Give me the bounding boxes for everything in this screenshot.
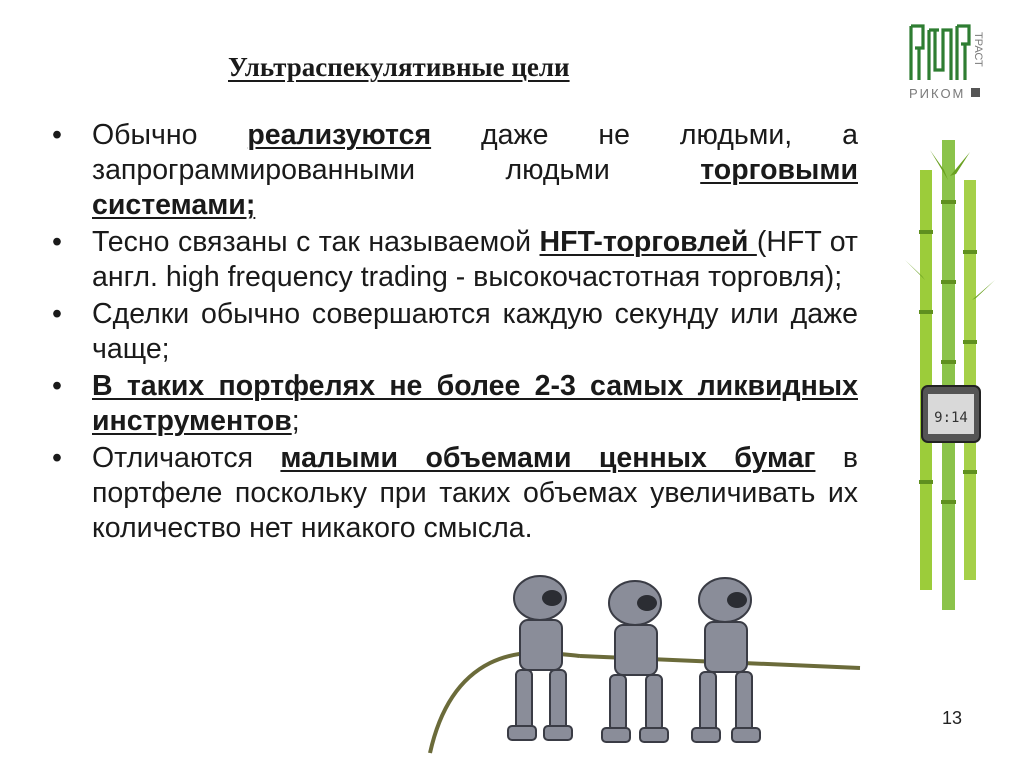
bullet-item [52, 369, 858, 439]
bullet-marker: • [52, 226, 62, 258]
robots-tug-of-war-image [420, 558, 880, 758]
bamboo-clock-image [900, 140, 1000, 610]
emphasized-text: реализуются [247, 119, 432, 151]
bullet-text: Отличаются [92, 442, 281, 474]
bullet-text: даже не людьми, а запрограммированными людьми [92, 119, 858, 186]
company-logo [905, 18, 995, 108]
bullet-marker: • [52, 370, 62, 402]
slide-title: Ультраспекулятивные цели [228, 52, 570, 82]
bullet-item [52, 118, 858, 223]
bullet-text: в портфеле поскольку при таких объемах увеличивать их количество нет никакого смысла. [92, 442, 858, 544]
logo-side-text: ТРАСТ [972, 32, 984, 67]
bullet-marker: • [52, 298, 62, 330]
bullet-marker: • [52, 119, 62, 151]
page-number: 13 [942, 708, 963, 728]
svg-text:9:14: 9:14 [934, 410, 968, 426]
logo-brand-text: РИКОМ [909, 86, 966, 101]
emphasized-text: HFT-торговлей [539, 226, 757, 258]
bullet-marker: • [52, 442, 62, 474]
emphasized-text: малыми объемами ценных бумаг [280, 442, 816, 474]
clock-icon [922, 386, 980, 442]
bullet-item [52, 225, 858, 295]
bullet-text: Тесно связаны с так называемой [92, 226, 540, 258]
bullet-list [52, 118, 858, 548]
bullet-item [52, 441, 858, 546]
emphasized-text: В таких портфелях не более 2-3 самых ликвидных инструментов [92, 370, 858, 437]
bullet-item [52, 297, 858, 367]
emphasized-text: торговыми системами; [92, 154, 858, 221]
bullet-text: Сделки обычно совершаются каждую секунду или даже чаще; [92, 298, 858, 365]
bullet-text: Обычно [92, 119, 248, 151]
bullet-text: ; [291, 405, 300, 437]
bullet-text: (HFT от англ. high frequency trading - высокочастотная торговля); [92, 226, 858, 293]
